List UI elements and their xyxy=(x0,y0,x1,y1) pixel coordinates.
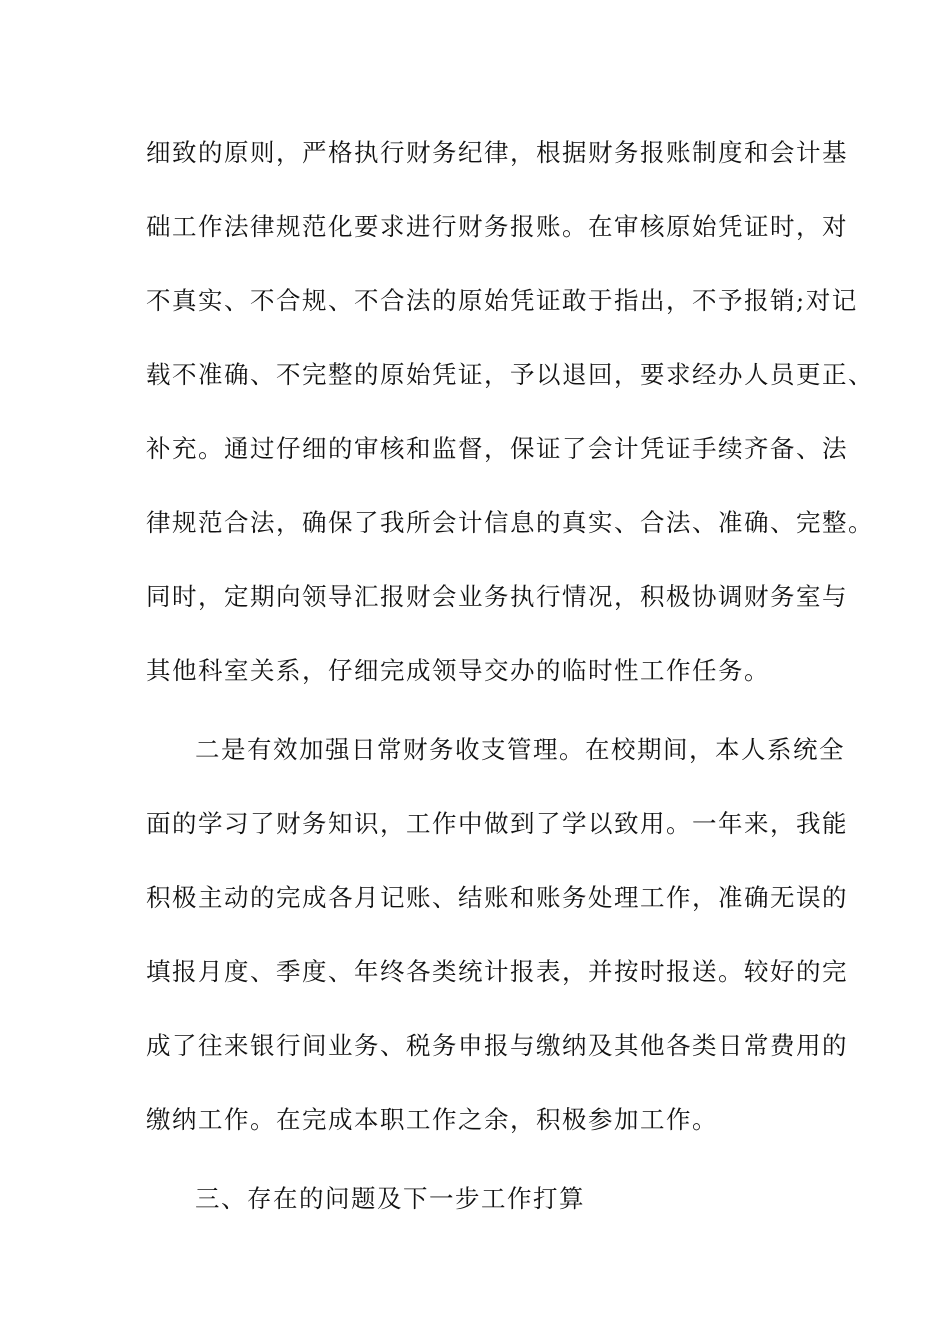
paragraph-line: 二是有效加强日常财务收支管理。在校期间，本人系统全 xyxy=(195,735,845,764)
paragraph-line: 其他科室关系，仔细完成领导交办的临时性工作任务。 xyxy=(146,656,770,685)
paragraph-line: 律规范合法，确保了我所会计信息的真实、合法、准确、完整。 xyxy=(146,508,874,537)
paragraph-line: 不真实、不合规、不合法的原始凭证敢于指出，不予报销;对记 xyxy=(146,286,858,315)
paragraph-line: 缴纳工作。在完成本职工作之余，积极参加工作。 xyxy=(146,1105,718,1134)
paragraph-line: 础工作法律规范化要求进行财务报账。在审核原始凭证时，对 xyxy=(146,212,848,241)
paragraph-line: 填报月度、季度、年终各类统计报表，并按时报送。较好的完 xyxy=(146,957,848,986)
paragraph-line: 细致的原则，严格执行财务纪律，根据财务报账制度和会计基 xyxy=(146,138,848,167)
paragraph-line: 面的学习了财务知识，工作中做到了学以致用。一年来，我能 xyxy=(146,809,848,838)
paragraph-line: 补充。通过仔细的审核和监督，保证了会计凭证手续齐备、法 xyxy=(146,434,848,463)
paragraph-line: 成了往来银行间业务、税务申报与缴纳及其他各类日常费用的 xyxy=(146,1031,848,1060)
paragraph-line: 载不准确、不完整的原始凭证，予以退回，要求经办人员更正、 xyxy=(146,360,874,389)
paragraph-line: 积极主动的完成各月记账、结账和账务处理工作，准确无误的 xyxy=(146,883,848,912)
section-heading: 三、存在的问题及下一步工作打算 xyxy=(195,1184,585,1213)
paragraph-line: 同时，定期向领导汇报财会业务执行情况，积极协调财务室与 xyxy=(146,582,848,611)
